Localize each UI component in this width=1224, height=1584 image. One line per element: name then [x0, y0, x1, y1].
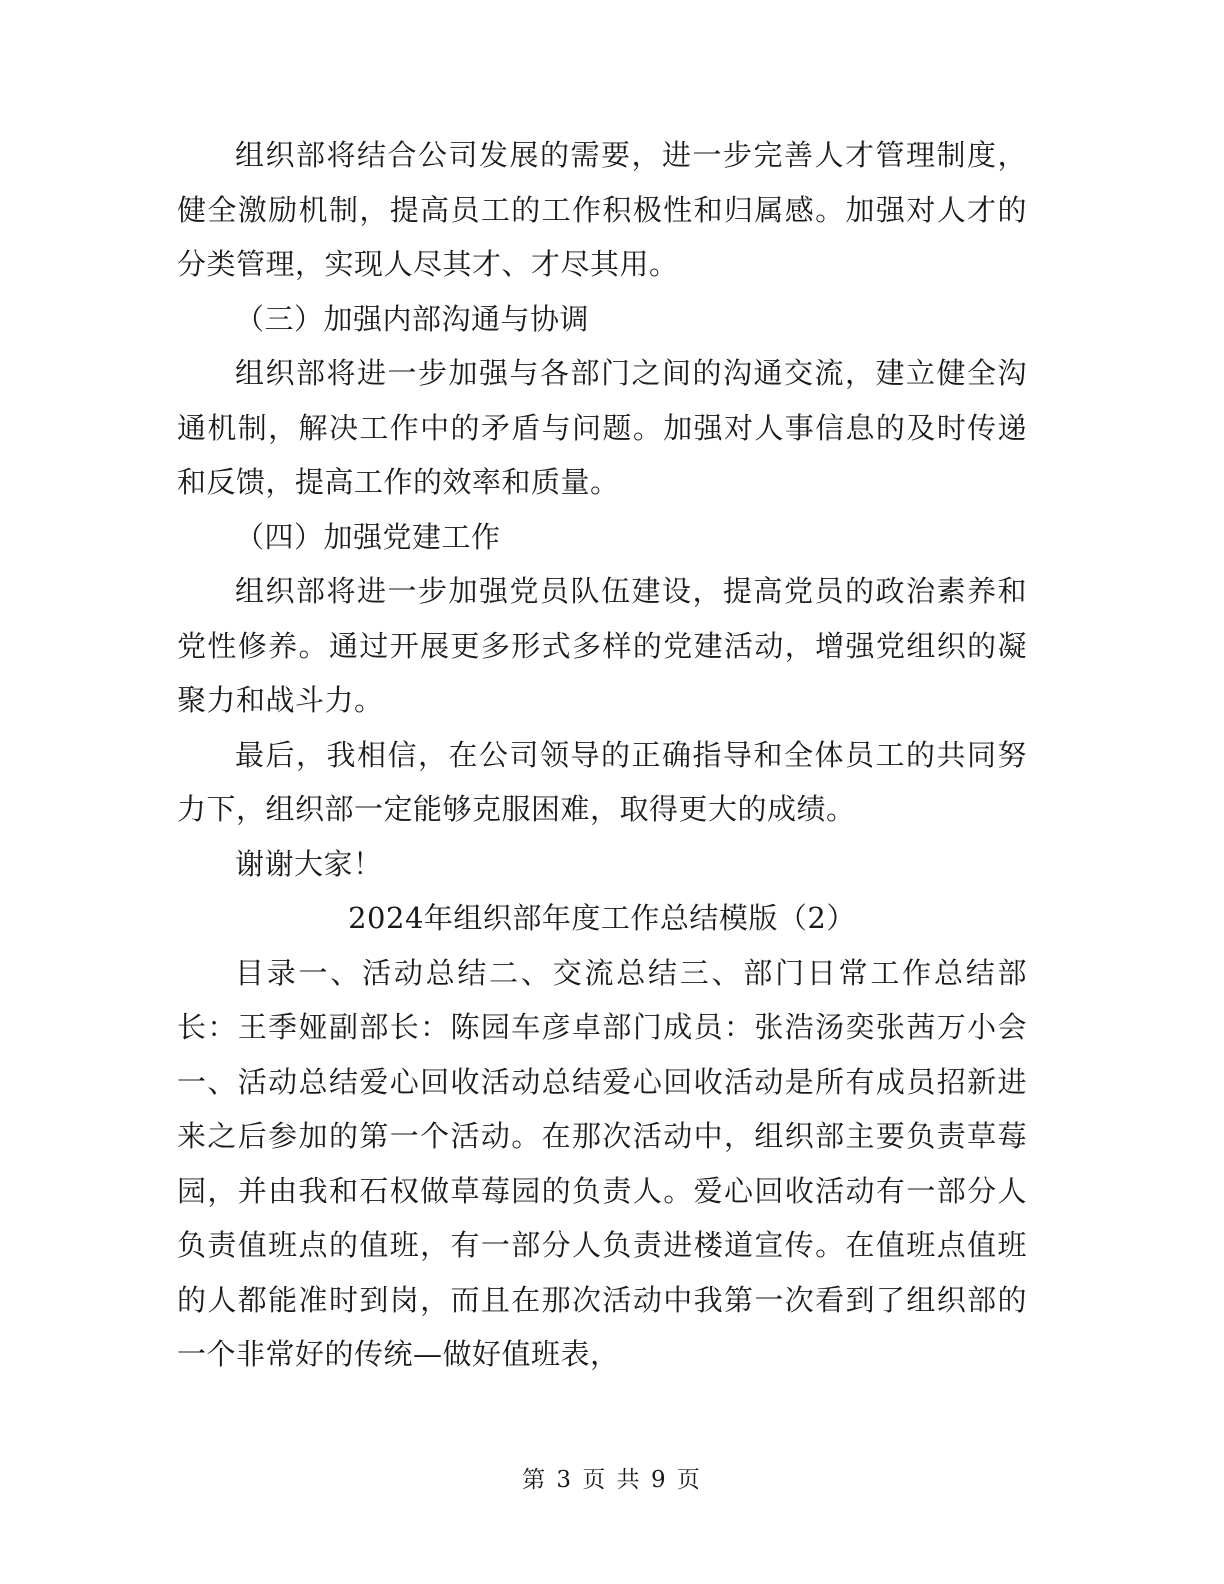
subheading-internal-communication: （三）加强内部沟通与协调 [235, 301, 590, 336]
paragraph-activity-summary: 目录一、活动总结二、交流总结三、部门日常工作总结部长：王季娅副部长：陈园车彦卓部门成员：张浩汤奕张茜万小会一、活动总结爱心回收活动总结爱心回收活动是所有成员招新进来之后参加的第一个活动。在那次活动中，组织部主要负责草莓园，并由我和石权做草莓园的负责人。爱心回收活动有一部分人负责值班点的值班，有一部分人负责进楼道宣传。在值班点值班的人都能准时到岗，而且在那次活动中我第一次看到了组织部的一个非常好的传统—做好值班表， [177, 955, 1027, 1371]
paragraph-talent-management: 组织部将结合公司发展的需要，进一步完善人才管理制度，健全激励机制，提高员工的工作积极性和归属感。加强对人才的分类管理，实现人尽其才、才尽其用。 [177, 138, 1027, 281]
page-number-footer: 第 3 页 共 9 页 [522, 1467, 702, 1493]
section-title: 2024年组织部年度工作总结模版（2） [348, 901, 856, 935]
paragraph-communication: 组织部将进一步加强与各部门之间的沟通交流，建立健全沟通机制，解决工作中的矛盾与问题。加强对人事信息的及时传递和反馈，提高工作的效率和质量。 [177, 356, 1027, 499]
paragraph-thanks: 谢谢大家！ [235, 846, 383, 881]
subheading-party-building: （四）加强党建工作 [235, 519, 501, 554]
paragraph-closing: 最后，我相信，在公司领导的正确指导和全体员工的共同努力下，组织部一定能够克服困难，取得更大的成绩。 [177, 737, 1027, 826]
paragraph-party-building: 组织部将进一步加强党员队伍建设，提高党员的政治素养和党性修养。通过开展更多形式多样的党建活动，增强党组织的凝聚力和战斗力。 [177, 574, 1027, 717]
document-body [177, 128, 1027, 1382]
